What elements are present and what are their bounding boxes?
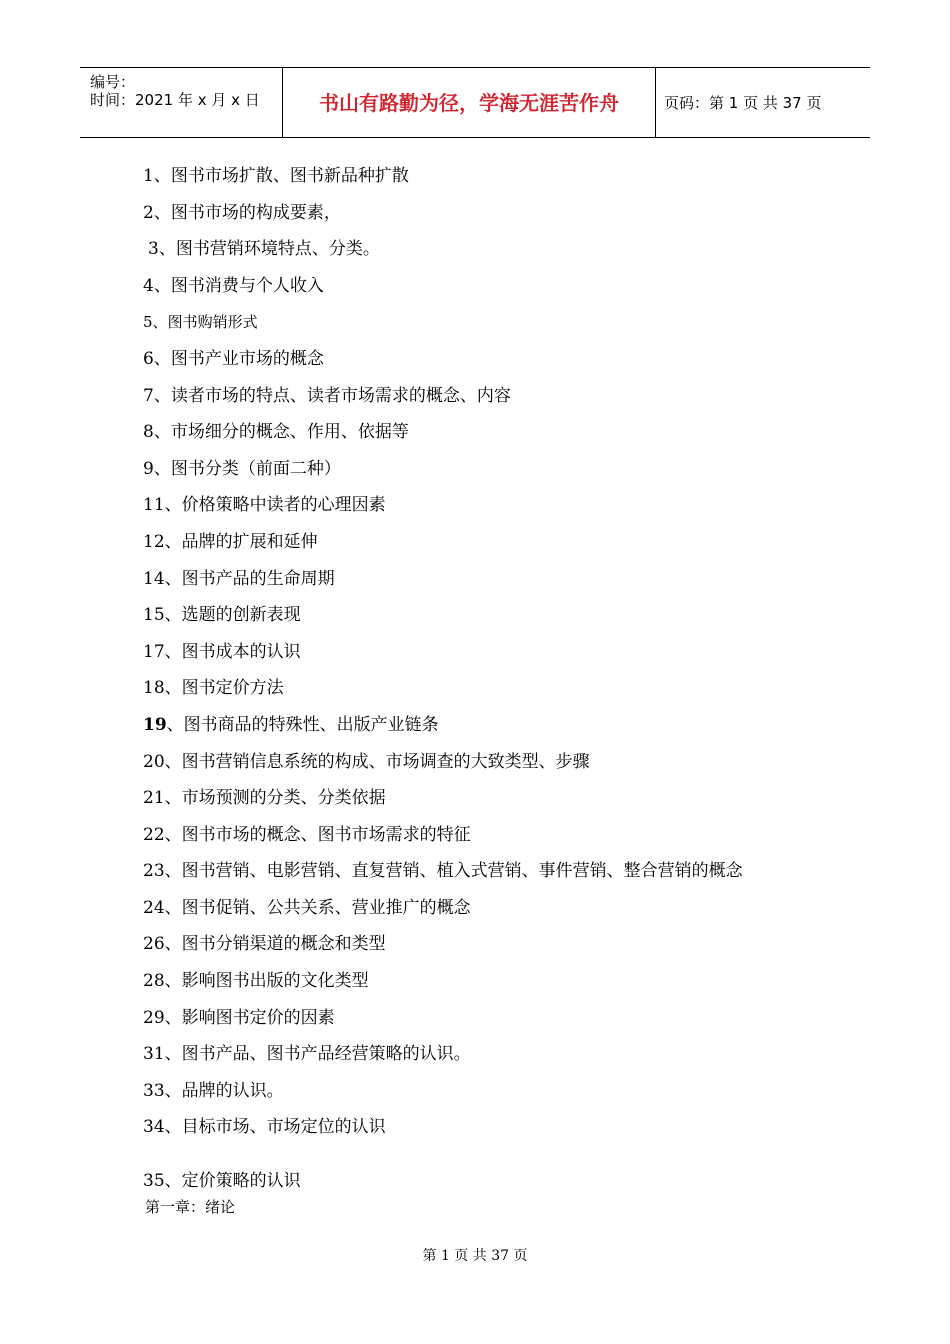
list-item-35: 35、定价策略的认识 (143, 1171, 301, 1191)
date-label: 时间：2021 年 x 月 x 日 (90, 91, 260, 109)
list-item: 9、图书分类（前面二种） (143, 458, 341, 479)
list-item: 3、图书营销环境特点、分类。 (148, 239, 380, 260)
list-item: 7、读者市场的特点、读者市场需求的概念、内容 (143, 385, 511, 406)
list-item: 23、图书营销、电影营销、直复营销、植入式营销、事件营销、整合营销的概念 (143, 861, 743, 882)
list-item: 21、市场预测的分类、分类依据 (143, 788, 386, 809)
header-page-cell (656, 68, 870, 137)
list-item: 8、市场细分的概念、作用、依据等 (143, 422, 409, 443)
list-item: 12、品牌的扩展和延伸 (143, 531, 318, 552)
page-code: 页码：第 1 页 共 37 页 (664, 94, 822, 112)
list-item: 29、影响图书定价的因素 (143, 1007, 335, 1028)
page-footer: 第 1 页 共 37 页 (422, 1248, 528, 1264)
list-item: 26、图书分销渠道的概念和类型 (143, 934, 386, 955)
chapter-heading: 第一章：绪论 (145, 1198, 236, 1216)
list-item: 15、选题的创新表现 (143, 605, 301, 626)
list-item: 17、图书成本的认识 (143, 641, 301, 662)
list-item: 22、图书市场的概念、图书市场需求的特征 (143, 824, 471, 845)
document-header (80, 67, 870, 138)
list-item: 20、图书营销信息系统的构成、市场调查的大致类型、步骤 (143, 751, 590, 772)
list-item: 6、图书产业市场的概念 (143, 348, 324, 369)
list-item: 4、图书消费与个人收入 (143, 275, 324, 296)
list-item: 14、图书产品的生命周期 (143, 568, 335, 589)
serial-number-label: 编号： (90, 73, 136, 91)
list-item: 2、图书市场的构成要素， (143, 202, 341, 223)
list-item: 34、目标市场、市场定位的认识 (143, 1117, 386, 1138)
topic-list (143, 158, 823, 1146)
header-motto-cell (282, 68, 656, 137)
list-item: 18、图书定价方法 (143, 678, 284, 699)
list-item: 11、价格策略中读者的心理因素 (143, 495, 386, 516)
list-item: 24、图书促销、公共关系、营业推广的概念 (143, 897, 471, 918)
list-item: 1、图书市场扩散、图书新品种扩散 (143, 166, 409, 186)
motto-text: 书山有路勤为径，学海无涯苦作舟 (319, 91, 619, 115)
list-item: 28、影响图书出版的文化类型 (143, 971, 369, 992)
list-item: 31、图书产品、图书产品经营策略的认识。 (143, 1044, 471, 1065)
list-item: 5、图书购销形式 (143, 313, 258, 332)
list-item: 19、图书商品的特殊性、出版产业链条 (143, 714, 439, 735)
header-meta-cell (80, 68, 282, 137)
list-item: 33、品牌的认识。 (143, 1080, 284, 1101)
